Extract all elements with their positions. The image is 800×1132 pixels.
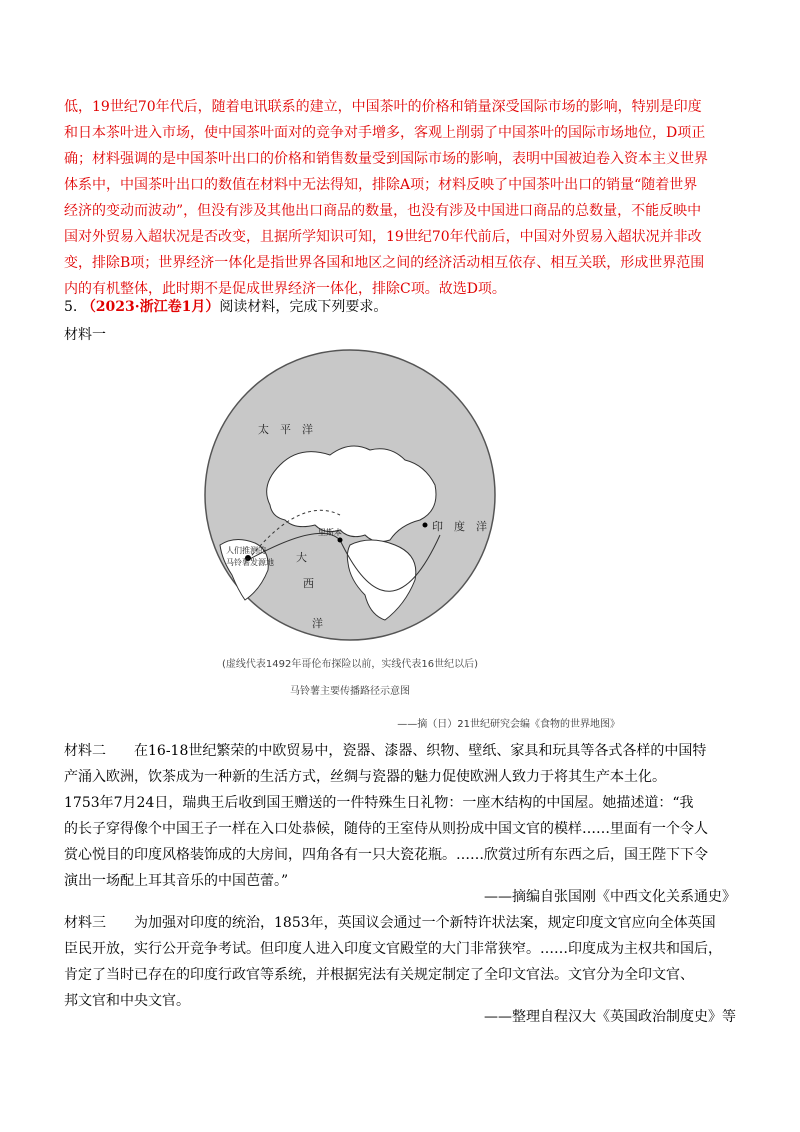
material3-source: ——整理自程汉大《英国政治制度史》等 xyxy=(484,1009,736,1025)
material2-line: 1753年7月24日，瑞典王后收到国王赠送的一件特殊生日礼物：一座木结构的中国屋。她描述道：“我 xyxy=(64,795,694,811)
label-origin-2: 马铃薯发源地 xyxy=(226,558,274,567)
question-number: 5. xyxy=(64,299,78,315)
material1-label: 材料一 xyxy=(64,327,106,343)
material3-line: 肯定了当时已存在的印度行政官等系统，并根据宪法有关规定制定了全印文官法。文官分为全印文官、 xyxy=(64,967,694,983)
label-indian: 印 度 洋 xyxy=(432,520,487,533)
answer-line: 确；材料强调的是中国茶叶出口的价格和销售数量受到国际市场的影响，表明中国被迫卷入资本主义世界 xyxy=(64,151,708,167)
material2-line: 在16-18世纪繁荣的中欧贸易中，瓷器、漆器、织物、壁纸、家具和玩具等各式各样的中国特 xyxy=(134,743,707,759)
label-lisbon: 里斯本 xyxy=(318,528,342,537)
answer-line: 变，排除B项；世界经济一体化是指世界各国和地区之间的经济活动相互依存、相互关联，形成世界范围 xyxy=(64,255,705,271)
answer-line: 和日本茶叶进入市场，使中国茶叶面对的竞争对手增多，客观上削弱了中国茶叶的国际市场地位，D项正 xyxy=(64,125,706,141)
answer-line: 国对外贸易入超状况是否改变，且据所学知识可知，19世纪70年代前后，中国对外贸易入超状况并非改 xyxy=(64,229,702,245)
material3-line: 邦文官和中央文官。 xyxy=(64,993,190,1009)
label-origin-1: 人们推测的 xyxy=(226,546,266,555)
material3-line: 为加强对印度的统治，1853年，英国议会通过一个新特许状法案，规定印度文官应向全体英国 xyxy=(134,915,716,931)
material3-label: 材料三 xyxy=(64,915,106,931)
answer-line: 内的有机整体，此时期不是促成世界经济一体化，排除C项。故选D项。 xyxy=(64,281,506,297)
map-note: (虚线代表1492年哥伦布探险以前，实线代表16世纪以后) xyxy=(222,659,478,670)
label-atlantic-2: 西 xyxy=(303,577,314,590)
material3 xyxy=(64,910,736,1014)
map-source: ——摘（日）21世纪研究会编《食物的世界地图》 xyxy=(397,719,620,730)
lisbon-marker xyxy=(338,538,343,543)
globe-map-svg xyxy=(200,345,500,655)
india-marker xyxy=(423,523,428,528)
potato-spread-map xyxy=(200,345,500,675)
answer-line: 体系中，中国茶叶出口的数值在材料中无法得知，排除A项；材料反映了中国茶叶出口的销量“随着世界 xyxy=(64,177,698,193)
label-pacific: 太 平 洋 xyxy=(258,423,313,436)
material2-line: 演出一场配上耳其音乐的中国芭蕾。” xyxy=(64,873,289,889)
material2-label: 材料二 xyxy=(64,743,106,759)
answer-line: 低，19世纪70年代后，随着电讯联系的建立，中国茶叶的价格和销量深受国际市场的影响，特别是印度 xyxy=(64,99,702,115)
label-atlantic-3: 洋 xyxy=(312,617,323,630)
material2-line: 的长子穿得像个中国王子一样在入口处恭候，随侍的王室侍从则扮成中国文官的模样……里面有一个令人 xyxy=(64,821,708,837)
label-atlantic-1: 大 xyxy=(296,551,307,564)
answer-explanation xyxy=(64,94,736,302)
material2-source: ——摘编自张国刚《中西文化关系通史》 xyxy=(484,889,736,905)
material2-line: 赏心悦目的印度风格装饰成的大房间，四角各有一只大瓷花瓶。……欣赏过所有东西之后，国王陛下下令 xyxy=(64,847,708,863)
question-source: （2023·浙江卷1月） xyxy=(81,299,220,315)
material2 xyxy=(64,738,736,894)
map-title: 马铃薯主要传播路径示意图 xyxy=(290,686,410,697)
answer-line: 经济的变动而波动”，但没有涉及其他出口商品的数量，也没有涉及中国进口商品的总数量，不能反映中 xyxy=(64,203,702,219)
material3-line: 臣民开放，实行公开竞争考试。但印度人进入印度文官殿堂的大门非常狭窄。……印度成为主权共和国后， xyxy=(64,941,722,957)
question-prompt: 阅读材料，完成下列要求。 xyxy=(219,299,388,315)
question-5 xyxy=(64,296,387,316)
material2-line: 产涌入欧洲，饮茶成为一种新的生活方式，丝绸与瓷器的魅力促使欧洲人致力于将其生产本土化。 xyxy=(64,769,666,785)
